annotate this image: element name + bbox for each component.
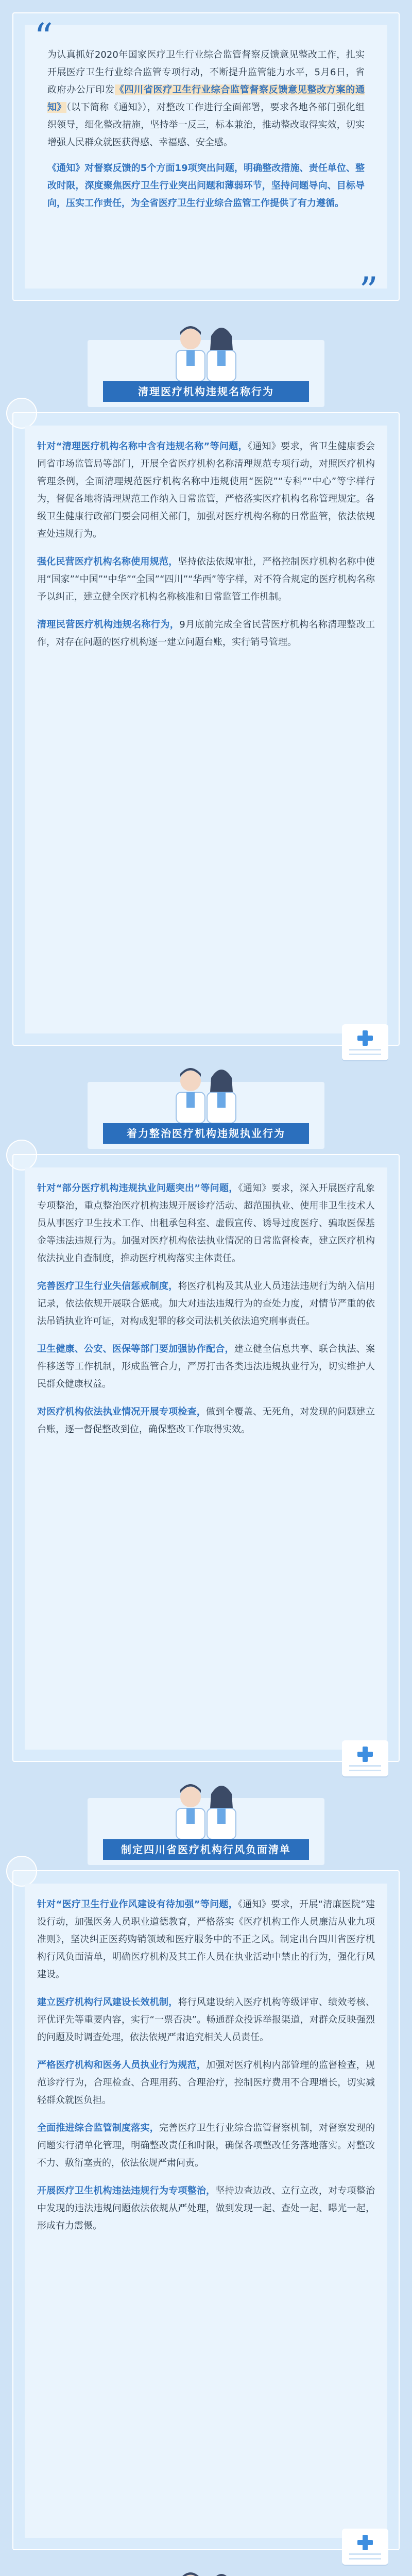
intro-p1-doc-title: 《四川省医疗卫生行业综合监管督察反馈意见整改方案的通知》 bbox=[47, 84, 365, 113]
doctors-illustration-icon bbox=[149, 1061, 263, 1123]
section-2-paragraph bbox=[37, 1278, 375, 1330]
section-1-paragraph bbox=[37, 616, 375, 651]
para-lead: 严格医疗机构和医务人员执业行为规范， bbox=[37, 2060, 207, 2071]
para-body: 《通知》要求，深入开展医疗乱象专项整治，重点整治医疗机构违规开展诊疗活动、超范围执业、使用非卫生技术人员从事医疗卫生技术工作、出租承包科室、虚假宣传、诱导过度医疗、骗取医保基金等违法违规行为。加强对医疗机构依法执业情况的日常监督检查，建立医疗机构依法执业自查制度，推动医疗机构落实主体责任。 bbox=[37, 1183, 375, 1264]
para-lead: 针对“部分医疗机构违规执业问题突出”等问题， bbox=[37, 1183, 238, 1194]
para-body: 坚持边查边改、立行立改，对专项整治中发现的违法违规问题依法依规从严处理，做到发现一起、查处一起、曝光一起，形成有力震慑。 bbox=[37, 2185, 375, 2231]
doctors-illustration-icon bbox=[149, 1777, 263, 1839]
intro-p2-lead: 《通知》 bbox=[47, 163, 85, 174]
section-2-paragraph bbox=[37, 1180, 375, 1267]
para-lead: 完善医疗卫生行业失信惩戒制度， bbox=[37, 1281, 178, 1292]
para-lead: 开展医疗卫生机构违法违规行为专项整治， bbox=[37, 2185, 216, 2196]
section-title-1: 清理医疗机构违规名称行为 bbox=[103, 381, 309, 402]
para-body: 做到全覆盖、无死角，对发现的问题建立台账，逐一督促整改到位，确保整改工作取得实效。 bbox=[37, 1406, 375, 1435]
close-quote-icon: ” bbox=[359, 269, 378, 312]
para-body: 坚持依法依规审批，严格控制医疗机构名称中使用“国家”“中国”“中华”“全国”“四川”“华西”等字样，对不符合规定的医疗机构名称予以纠正，建立健全医疗机构名称核准和日常监管工作机制。 bbox=[37, 556, 375, 602]
para-body: 9月底前完成全省民营医疗机构名称清理整改工作，对存在问题的医疗机构逐一建立问题台账，实行销号管理。 bbox=[37, 619, 375, 648]
section-3-paragraph bbox=[37, 1994, 375, 2046]
section-banner-2 bbox=[88, 1061, 324, 1149]
para-lead: 对医疗机构依法执业情况开展专项检查， bbox=[37, 1406, 207, 1417]
bubble-decoration bbox=[6, 398, 37, 429]
doctors-illustration-icon bbox=[149, 2566, 263, 2576]
section-3-paragraph bbox=[37, 2182, 375, 2235]
section-2-paragraph bbox=[37, 1403, 375, 1438]
section-2-paragraph bbox=[37, 1341, 375, 1393]
para-lead: 强化民营医疗机构名称使用规范， bbox=[37, 556, 178, 567]
para-lead: 建立医疗机构行风建设长效机制， bbox=[37, 1997, 178, 2008]
section-frame-3 bbox=[12, 1870, 400, 2550]
medical-card-icon bbox=[342, 1024, 388, 1060]
intro-paragraph-1 bbox=[47, 46, 365, 151]
intro-paragraph-2 bbox=[47, 160, 365, 212]
para-body: 完善医疗卫生行业综合监管督察机制，对督察发现的问题实行清单化管理，明确整改责任和时限，确保各项整改任务落地落实。对整改不力、敷衍塞责的，依法依规严肃问责。 bbox=[37, 2123, 375, 2168]
medical-card-icon bbox=[342, 2529, 388, 2565]
intro-frame bbox=[12, 12, 400, 312]
medical-card-icon bbox=[342, 1740, 388, 1776]
intro-text bbox=[47, 46, 365, 212]
para-body: 建立健全信息共享、联合执法、案件移送等工作机制，形成监管合力，严厉打击各类违法违规执业行为，切实维护人民群众健康权益。 bbox=[37, 1344, 375, 1389]
para-lead: 针对“清理医疗机构名称中含有违规名称”等问题， bbox=[37, 441, 248, 452]
section-frame-1 bbox=[12, 412, 400, 1046]
section-3-paragraph bbox=[37, 1896, 375, 1984]
section-frame-2 bbox=[12, 1154, 400, 1762]
bubble-decoration bbox=[6, 1140, 37, 1171]
section-banner-3 bbox=[88, 1777, 324, 1865]
para-body: 《通知》要求，开展“清廉医院”建设行动，加强医务人员职业道德教育，严格落实《医疗机构工作人员廉洁从业九项准则》，坚决纠正医药购销领域和医疗服务中的不正之风。制定出台四川省医疗机构行风负面清单，明确医疗机构及其工作人员在执业活动中禁止的行为，强化行风建设。 bbox=[37, 1899, 375, 1980]
intro-card bbox=[25, 15, 387, 312]
para-body: 《通知》要求，省卫生健康委会同省市场监管局等部门，开展全省医疗机构名称清理规范专项行动，对照医疗机构管理条例，全面清理规范医疗机构名称中违规使用“医院”“专科”“中心”等字样行为，督促各地将清理规范工作纳入日常监管，严格落实医疗机构名称管理规定。各级卫生健康行政部门要会同相关部门，加强对医疗机构名称的日常监管，依法依规查处违规行为。 bbox=[37, 441, 375, 539]
para-body: 将行风建设纳入医疗机构等级评审、绩效考核、评优评先等重要内容，实行“一票否决”。畅通群众投诉举报渠道，对群众反映强烈的问题及时调查处理，依法依规严肃追究相关人员责任。 bbox=[37, 1997, 375, 2043]
open-quote-icon: “ bbox=[34, 15, 53, 59]
intro-p1-text-end: （以下简称《通知》），对整改工作进行全面部署，要求各地各部门强化组织领导，细化整改措施，坚持举一反三，标本兼治，推动整改取得实效，切实增强人民群众就医获得感、幸福感、安全感。 bbox=[47, 102, 365, 148]
section-3-paragraph bbox=[37, 2120, 375, 2172]
para-body: 将医疗机构及其从业人员违法违规行为纳入信用记录，依法依规开展联合惩戒。加大对违法违规行为的查处力度，对情节严重的依法吊销执业许可证，对构成犯罪的移交司法机关依法追究刑事责任。 bbox=[37, 1281, 375, 1327]
bubble-decoration bbox=[6, 1856, 37, 1887]
section-banner-4 bbox=[88, 2566, 324, 2576]
section-1-paragraph bbox=[37, 438, 375, 543]
section-3-paragraph bbox=[37, 2057, 375, 2109]
para-lead: 针对“医疗卫生行业作风建设有待加强”等问题， bbox=[37, 1899, 238, 1910]
section-title-3: 制定四川省医疗机构行风负面清单 bbox=[103, 1839, 309, 1860]
section-content-1 bbox=[25, 426, 387, 1033]
intro-p1-text: 为认真抓好2020年国家医疗卫生行业综合监管督察反馈意见整改工作，扎实开展医疗卫生行业综合监管专项行动，不断提升监管能力水平，5月6日，省政府办公厅印发 bbox=[47, 49, 365, 95]
para-lead: 卫生健康、公安、医保等部门要加强协作配合， bbox=[37, 1344, 234, 1354]
para-body: 加强对医疗机构内部管理的监督检查，规范诊疗行为，合理检查、合理用药、合理治疗，控制医疗费用不合理增长，切实减轻群众就医负担。 bbox=[37, 2060, 375, 2106]
section-1-paragraph bbox=[37, 553, 375, 606]
section-banner-1 bbox=[88, 319, 324, 407]
intro-p2-text: 对督察反馈的5个方面19项突出问题，明确整改措施、责任单位、整改时限，深度聚焦医疗卫生行业突出问题和薄弱环节，坚持问题导向、目标导向，压实工作责任，为全省医疗卫生行业综合监管工作提供了有力遵循。 bbox=[47, 163, 365, 209]
doctors-illustration-icon bbox=[149, 319, 263, 381]
para-lead: 全面推进综合监管制度落实， bbox=[37, 2123, 159, 2133]
section-title-2: 着力整治医疗机构违规执业行为 bbox=[103, 1123, 309, 1144]
section-content-2 bbox=[25, 1167, 387, 1750]
para-lead: 清理民营医疗机构违规名称行为， bbox=[37, 619, 180, 630]
section-content-3 bbox=[25, 1884, 387, 2538]
